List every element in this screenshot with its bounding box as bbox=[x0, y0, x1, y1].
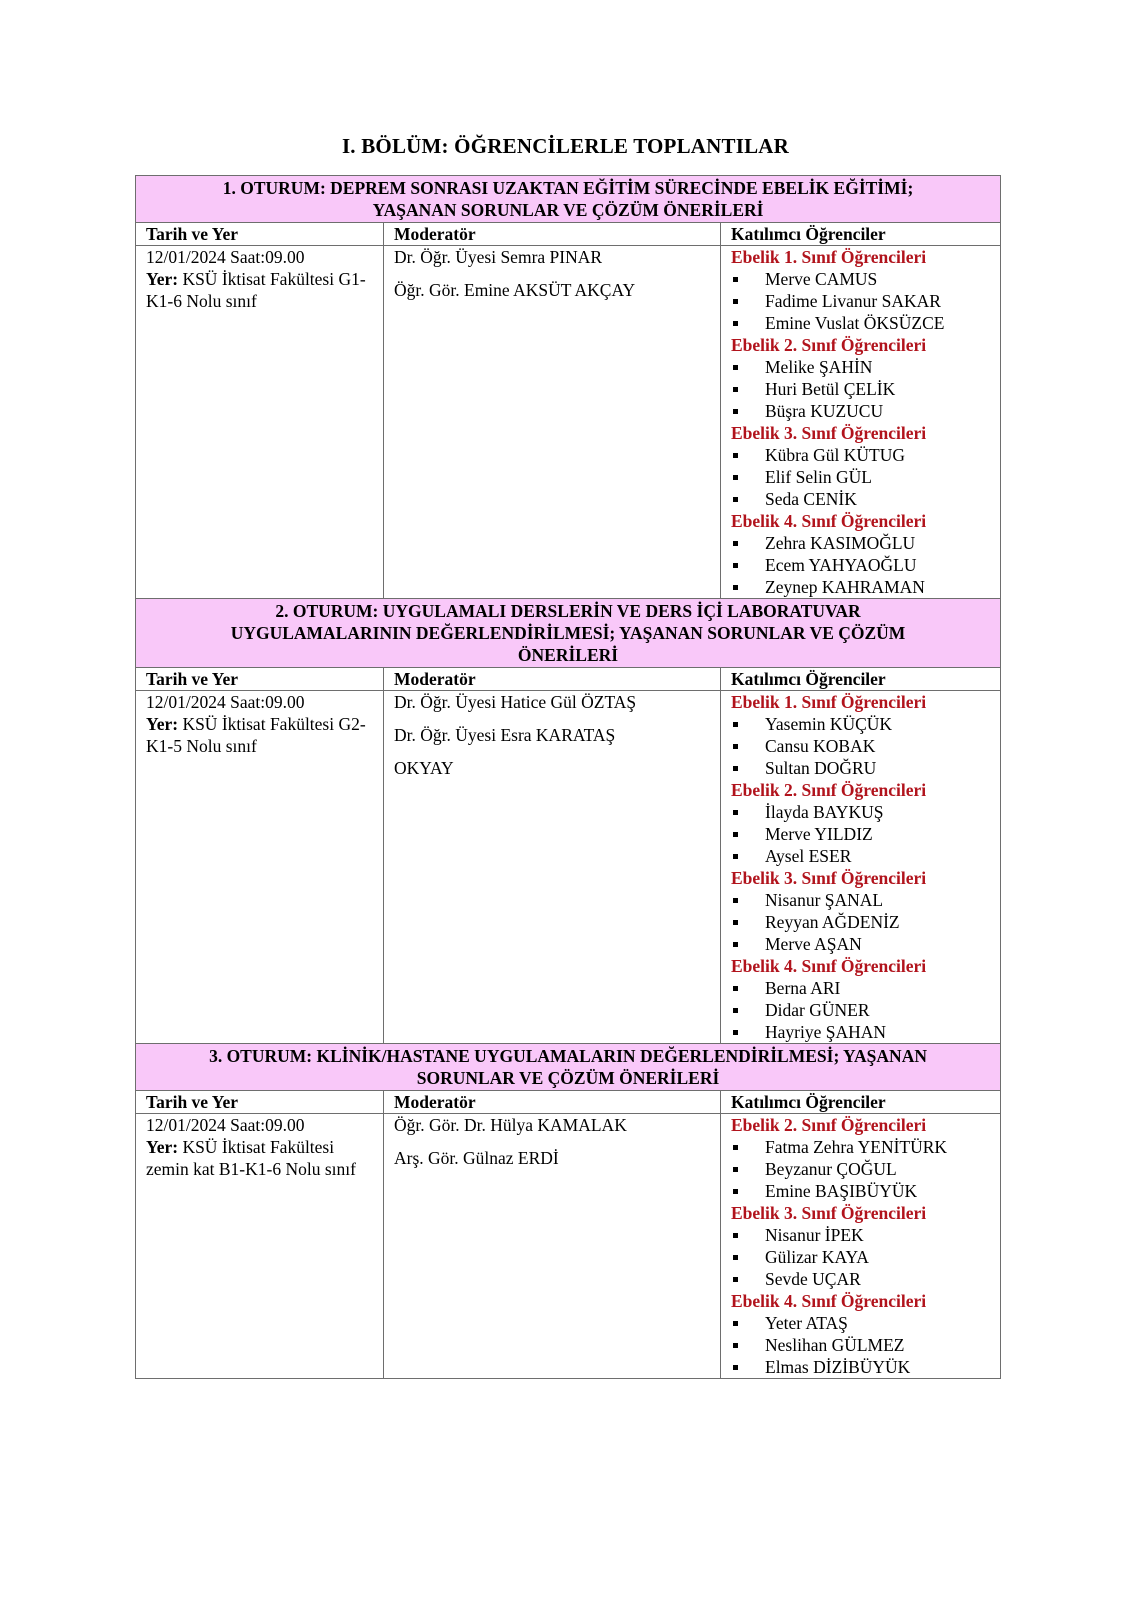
list-item: Beyzanur ÇOĞUL bbox=[731, 1158, 990, 1180]
date-time: 12/01/2024 Saat:09.00 bbox=[146, 1115, 305, 1135]
group-title: Ebelik 4. Sınıf Öğrencileri bbox=[731, 956, 927, 976]
list-item: Yeter ATAŞ bbox=[731, 1312, 990, 1334]
list-item: Sevde UÇAR bbox=[731, 1268, 990, 1290]
group-title: Ebelik 3. Sınıf Öğrencileri bbox=[731, 1203, 927, 1223]
place bbox=[146, 713, 373, 757]
moderator-name: Arş. Gör. Gülnaz ERDİ bbox=[394, 1148, 559, 1168]
place bbox=[146, 268, 373, 312]
session-title-line: YAŞANAN SORUNLAR VE ÇÖZÜM ÖNERİLERİ bbox=[372, 200, 764, 220]
list-item: Büşra KUZUCU bbox=[731, 400, 990, 422]
column-header-row bbox=[136, 668, 1001, 691]
sessions-table bbox=[135, 175, 1001, 1379]
session-2-body bbox=[136, 691, 1001, 1044]
student-list bbox=[731, 713, 990, 779]
column-participants: Katılımcı Öğrenciler bbox=[721, 1091, 1001, 1114]
place-value: KSÜ İktisat Fakültesi zemin kat B1-K1-6 Nolu sınıf bbox=[146, 1137, 356, 1179]
column-participants: Katılımcı Öğrenciler bbox=[721, 223, 1001, 246]
list-item: Neslihan GÜLMEZ bbox=[731, 1334, 990, 1356]
participants-cell bbox=[721, 246, 1001, 599]
list-item: Merve YILDIZ bbox=[731, 823, 990, 845]
list-item: Nisanur İPEK bbox=[731, 1224, 990, 1246]
student-list bbox=[731, 1224, 990, 1290]
moderator-name: Dr. Öğr. Üyesi Esra KARATAŞ bbox=[394, 725, 616, 745]
student-list bbox=[731, 1312, 990, 1378]
moderator-cell bbox=[384, 691, 721, 1044]
list-item: Merve CAMUS bbox=[731, 268, 990, 290]
place-label: Yer: bbox=[146, 714, 179, 734]
student-list bbox=[731, 268, 990, 334]
list-item: Fatma Zehra YENİTÜRK bbox=[731, 1136, 990, 1158]
moderator-name: Öğr. Gör. Dr. Hülya KAMALAK bbox=[394, 1115, 627, 1135]
list-item: Ecem YAHYAOĞLU bbox=[731, 554, 990, 576]
list-item: Sultan DOĞRU bbox=[731, 757, 990, 779]
column-date-place: Tarih ve Yer bbox=[136, 668, 384, 691]
group-title: Ebelik 2. Sınıf Öğrencileri bbox=[731, 1115, 927, 1135]
student-list bbox=[731, 889, 990, 955]
list-item: Yasemin KÜÇÜK bbox=[731, 713, 990, 735]
column-header-row bbox=[136, 223, 1001, 246]
date-place-cell bbox=[136, 1114, 384, 1379]
session-title-line: UYGULAMALARININ DEĞERLENDİRİLMESİ; YAŞANAN SORUNLAR VE ÇÖZÜM bbox=[230, 623, 906, 643]
moderator-name: OKYAY bbox=[394, 758, 454, 778]
session-1-header bbox=[136, 176, 1001, 223]
list-item: Hayriye ŞAHAN bbox=[731, 1021, 990, 1043]
student-list bbox=[731, 356, 990, 422]
date-time: 12/01/2024 Saat:09.00 bbox=[146, 692, 305, 712]
list-item: Berna ARI bbox=[731, 977, 990, 999]
group-title: Ebelik 2. Sınıf Öğrencileri bbox=[731, 780, 927, 800]
list-item: Zehra KASIMOĞLU bbox=[731, 532, 990, 554]
group-title: Ebelik 3. Sınıf Öğrencileri bbox=[731, 868, 927, 888]
list-item: Cansu KOBAK bbox=[731, 735, 990, 757]
place-label: Yer: bbox=[146, 269, 179, 289]
student-list bbox=[731, 801, 990, 867]
column-moderator: Moderatör bbox=[384, 223, 721, 246]
list-item: Elif Selin GÜL bbox=[731, 466, 990, 488]
list-item: Zeynep KAHRAMAN bbox=[731, 576, 990, 598]
participants-cell bbox=[721, 691, 1001, 1044]
session-title-line: SORUNLAR VE ÇÖZÜM ÖNERİLERİ bbox=[416, 1068, 720, 1088]
session-2-header bbox=[136, 599, 1001, 668]
session-title-line: 3. OTURUM: KLİNİK/HASTANE UYGULAMALARIN DEĞERLENDİRİLMESİ; YAŞANAN bbox=[209, 1046, 927, 1066]
list-item: Fadime Livanur SAKAR bbox=[731, 290, 990, 312]
place-label: Yer: bbox=[146, 1137, 179, 1157]
list-item: Aysel ESER bbox=[731, 845, 990, 867]
session-title-line: ÖNERİLERİ bbox=[517, 645, 619, 665]
place-value: KSÜ İktisat Fakültesi G2-K1-5 Nolu sınıf bbox=[146, 714, 366, 756]
group-title: Ebelik 4. Sınıf Öğrencileri bbox=[731, 511, 927, 531]
session-3-header bbox=[136, 1044, 1001, 1091]
session-title-line: 2. OTURUM: UYGULAMALI DERSLERİN VE DERS İÇİ LABORATUVAR bbox=[275, 601, 861, 621]
group-title: Ebelik 4. Sınıf Öğrencileri bbox=[731, 1291, 927, 1311]
date-time: 12/01/2024 Saat:09.00 bbox=[146, 247, 305, 267]
column-participants: Katılımcı Öğrenciler bbox=[721, 668, 1001, 691]
group-title: Ebelik 1. Sınıf Öğrencileri bbox=[731, 247, 927, 267]
group-title: Ebelik 1. Sınıf Öğrencileri bbox=[731, 692, 927, 712]
list-item: Reyyan AĞDENİZ bbox=[731, 911, 990, 933]
column-date-place: Tarih ve Yer bbox=[136, 1091, 384, 1114]
moderator-cell bbox=[384, 246, 721, 599]
page-title: I. BÖLÜM: ÖĞRENCİLERLE TOPLANTILAR bbox=[341, 134, 790, 158]
participants-cell bbox=[721, 1114, 1001, 1379]
list-item: Nisanur ŞANAL bbox=[731, 889, 990, 911]
session-1-body bbox=[136, 246, 1001, 599]
session-title-line: 1. OTURUM: DEPREM SONRASI UZAKTAN EĞİTİM SÜRECİNDE EBELİK EĞİTİMİ; bbox=[222, 178, 914, 198]
student-list bbox=[731, 1136, 990, 1202]
column-header-row bbox=[136, 1091, 1001, 1114]
list-item: Huri Betül ÇELİK bbox=[731, 378, 990, 400]
moderator-name: Dr. Öğr. Üyesi Hatice Gül ÖZTAŞ bbox=[394, 692, 637, 712]
list-item: Merve AŞAN bbox=[731, 933, 990, 955]
moderator-name: Öğr. Gör. Emine AKSÜT AKÇAY bbox=[394, 280, 636, 300]
student-list bbox=[731, 977, 990, 1043]
date-place-cell bbox=[136, 246, 384, 599]
list-item: Melike ŞAHİN bbox=[731, 356, 990, 378]
column-date-place: Tarih ve Yer bbox=[136, 223, 384, 246]
place-value: KSÜ İktisat Fakültesi G1-K1-6 Nolu sınıf bbox=[146, 269, 366, 311]
list-item: Seda CENİK bbox=[731, 488, 990, 510]
list-item: İlayda BAYKUŞ bbox=[731, 801, 990, 823]
column-moderator: Moderatör bbox=[384, 668, 721, 691]
list-item: Emine Vuslat ÖKSÜZCE bbox=[731, 312, 990, 334]
session-3-body bbox=[136, 1114, 1001, 1379]
group-title: Ebelik 2. Sınıf Öğrencileri bbox=[731, 335, 927, 355]
place bbox=[146, 1136, 373, 1180]
list-item: Kübra Gül KÜTUG bbox=[731, 444, 990, 466]
list-item: Elmas DİZİBÜYÜK bbox=[731, 1356, 990, 1378]
list-item: Didar GÜNER bbox=[731, 999, 990, 1021]
list-item: Gülizar KAYA bbox=[731, 1246, 990, 1268]
student-list bbox=[731, 444, 990, 510]
moderator-cell bbox=[384, 1114, 721, 1379]
group-title: Ebelik 3. Sınıf Öğrencileri bbox=[731, 423, 927, 443]
moderator-name: Dr. Öğr. Üyesi Semra PINAR bbox=[394, 247, 603, 267]
list-item: Emine BAŞIBÜYÜK bbox=[731, 1180, 990, 1202]
column-moderator: Moderatör bbox=[384, 1091, 721, 1114]
date-place-cell bbox=[136, 691, 384, 1044]
student-list bbox=[731, 532, 990, 598]
